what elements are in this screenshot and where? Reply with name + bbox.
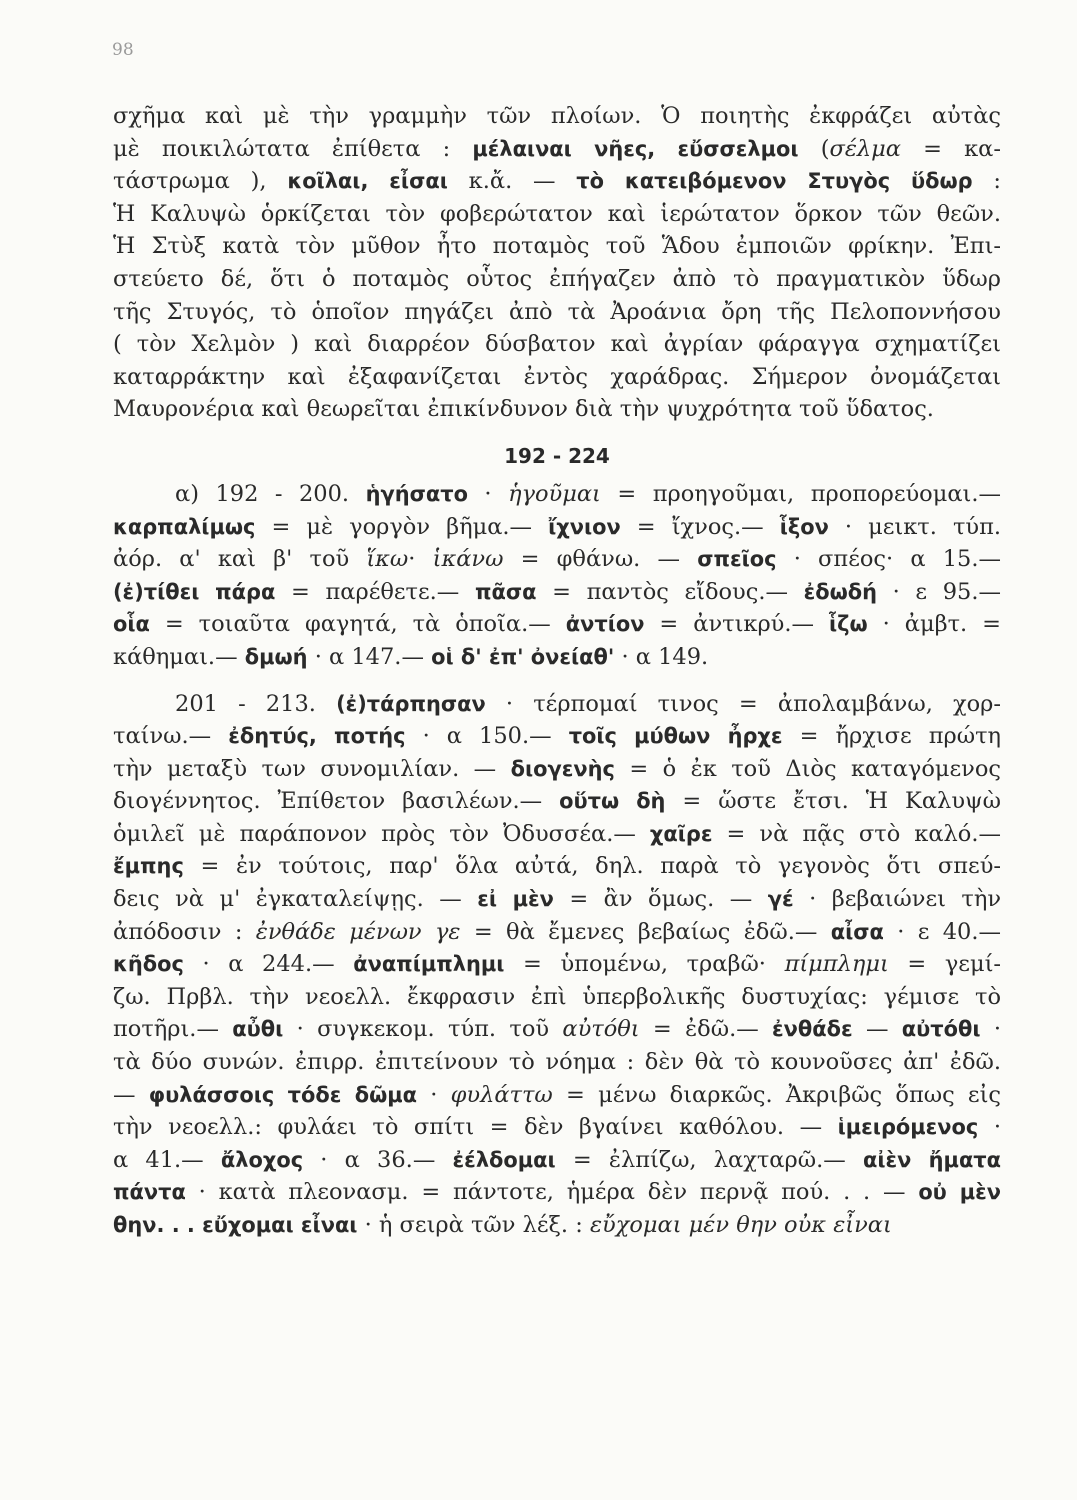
text-span: = ἤρχισε πρώτη — [782, 723, 1002, 750]
text-span: = μὲ γοργὸν βῆμα.— — [255, 513, 549, 540]
text-span: · — [978, 1114, 1002, 1141]
text-line — [113, 883, 1001, 916]
text-span: μὲ ποικιλώτατα ἐπίθετα : — [113, 135, 473, 162]
text-line — [113, 1144, 1001, 1177]
lemma: ἐέλδομαι — [452, 1147, 556, 1172]
lemma: ἔμπης — [113, 854, 184, 879]
text-span: ἀπόδοσιν : — [113, 918, 256, 945]
text-line — [113, 393, 1001, 426]
text-span: · α 149. — [614, 643, 709, 670]
lemma: ἷζω — [828, 612, 868, 637]
text-line — [113, 785, 1001, 818]
text-span: = θὰ ἔμενες βεβαίως ἐδῶ.— — [460, 918, 831, 945]
text-span: · σπέος· α 15.— — [776, 546, 1002, 573]
commentary-201-213 — [113, 688, 1001, 1242]
lemma: διογενὴς — [510, 756, 615, 781]
lemma: πᾶσα — [474, 579, 537, 604]
italic-term: εὔχομαι μέν θην οὐκ εἶναι — [589, 1212, 892, 1238]
text-line — [113, 608, 1001, 641]
lemma: ἀντίον — [565, 612, 645, 637]
lemma: εἰ μὲν — [477, 887, 554, 912]
text-span: ὁμιλεῖ μὲ παράπονον πρὸς τὸν Ὀδυσσέα.— — [113, 820, 650, 847]
text-span: διογέννητος. Ἐπίθετον βασιλέων.— — [113, 788, 560, 815]
text-span: ἀόρ. α' καὶ β' τοῦ — [113, 546, 367, 573]
lemma: αὖθι — [232, 1017, 284, 1042]
text-span: · ε 95.— — [877, 578, 1002, 605]
text-line — [113, 720, 1001, 753]
commentary-192-200 — [113, 478, 1001, 674]
text-line — [113, 576, 1001, 609]
lemma: τοῖς μύθων ἦρχε — [568, 724, 783, 749]
text-span: = παντὸς εἴδους.— — [536, 578, 804, 605]
text-line — [113, 263, 1001, 296]
lemma: ἐνθάδε — [772, 1017, 853, 1042]
lemma: ἐδητύς, ποτής — [228, 724, 406, 749]
italic-term: ἡγοῦμαι — [508, 480, 601, 507]
text-line — [113, 1209, 1001, 1242]
text-span: τὰ δύο συνών. ἐπιρρ. ἐπιτείνουν τὸ νόημα : δὲν θὰ τὸ κουνοῦσες ἀπ' ἐδῶ. — [113, 1049, 1001, 1076]
text-span: · ε 40.— — [883, 918, 1001, 945]
text-span: α 41.— — [113, 1146, 221, 1173]
text-span: τῆς Στυγός, τὸ ὁποῖον πηγάζει ἀπὸ τὰ Ἀροάνια ὄρη τῆς Πελοποννήσου — [113, 298, 1001, 325]
text-span: κ.ἄ. — — [447, 168, 577, 195]
text-line — [113, 1176, 1001, 1209]
text-line — [113, 916, 1001, 949]
text-span: 201 - 213. — [175, 690, 337, 717]
lemma: οἱ δ' ἐπ' ὀνείαθ' — [431, 644, 615, 669]
lemma: χαῖρε — [649, 821, 713, 846]
text-line — [113, 296, 1001, 329]
lemma: ἱμειρόμενος — [837, 1115, 979, 1140]
lemma: πάντα — [113, 1180, 186, 1205]
commentary-top — [113, 100, 1001, 426]
text-span: · ἡ σειρὰ τῶν λέξ. : — [357, 1212, 590, 1238]
text-span: = κα- — [900, 135, 1001, 162]
lemma: καρπαλίμως — [113, 514, 256, 539]
text-span: α) 192 - 200. — [175, 480, 366, 507]
text-span: τάστρωμα ), — [113, 168, 288, 195]
text-line — [113, 165, 1001, 198]
text-line — [113, 1046, 1001, 1079]
lemma: αἰὲν ἤματα — [862, 1147, 1002, 1172]
lemma: ἡγήσατο — [365, 481, 468, 506]
text-span: · — [467, 480, 509, 507]
italic-term: ἱκάνω — [432, 546, 504, 573]
lemma: οἷα — [113, 612, 150, 637]
text-line — [113, 198, 1001, 231]
lemma: κοῖλαι, εἶσαι — [287, 169, 448, 194]
lemma: ἷξον — [779, 514, 829, 539]
text-line — [113, 753, 1001, 786]
text-span: = ὥστε ἔτσι. Ἡ Καλυψὼ — [665, 788, 1001, 815]
text-line — [113, 1111, 1001, 1144]
text-span: ταίνω.— — [113, 723, 229, 750]
text-span: · συγκεκομ. τύπ. τοῦ — [283, 1016, 563, 1043]
lemma: γέ — [767, 887, 794, 912]
text-span: σχῆμα καὶ μὲ τὴν γραμμὴν τῶν πλοίων. Ὁ ποιητὴς ἐκφράζει αὐτὰς — [113, 103, 1001, 129]
italic-term: αὐτόθι — [562, 1016, 640, 1043]
lemma: μέλαιναι νῆες, εὔσσελμοι — [472, 136, 799, 161]
italic-term: πίμπλημι — [784, 951, 889, 978]
lemma: ἴχνιον — [548, 514, 621, 539]
text-line — [113, 850, 1001, 883]
text-span: ( τὸν Χελμὸν ) καὶ διαρρέον δύσβατον καὶ ἀγρίαν φάραγγα σχηματίζει — [113, 331, 1001, 358]
text-span: = ἐδῶ.— — [639, 1016, 773, 1043]
text-span: · τέρπομαί τινος = ἀπολαμβάνω, χορ- — [485, 690, 1002, 717]
text-span: καταρράκτην καὶ ἐξαφανίζεται ἐντὸς χαράδρας. Σήμερον ὀνομάζεται — [113, 363, 1001, 390]
lemma: ἐδωδή — [803, 579, 878, 604]
text-span: δεις νὰ μ' ἐγκαταλείψῃς. — — [113, 886, 478, 913]
text-line — [113, 1079, 1001, 1112]
text-span: — — [113, 1081, 149, 1108]
text-span: Μαυρονέρια καὶ θεωρεῖται ἐπικίνδυνον διὰ τὴν ψυχρότητα τοῦ ὕδατος. — [113, 396, 934, 423]
text-line — [113, 100, 1001, 133]
text-span: · α 36.— — [303, 1146, 453, 1173]
text-span: = γεμί- — [888, 951, 1001, 978]
lemma: ἄλοχος — [220, 1147, 304, 1172]
text-line — [113, 688, 1001, 721]
text-span: Ἡ Στὺξ κατὰ τὸν μῦθον ἦτο ποταμὸς τοῦ Ἅδου ἐμποιῶν φρίκην. Ἐπι- — [113, 233, 1001, 260]
text-span: = ἂν ὅμως. — — [553, 886, 768, 913]
text-span: = ὑπομένω, τραβῶ· — [504, 951, 785, 978]
text-span: = τοιαῦτα φαγητά, τὰ ὁποῖα.— — [149, 611, 566, 638]
text-span: · — [417, 1081, 451, 1108]
lemma: (ἐ)τίθει πάρα — [113, 579, 276, 604]
text-line — [113, 230, 1001, 263]
lemma: αὐτόθι — [901, 1017, 981, 1042]
text-span: · α 150.— — [405, 723, 569, 750]
lemma: οὐ μὲν — [918, 1180, 1001, 1205]
text-span: = παρέθετε.— — [275, 578, 475, 605]
text-span: τὴν νεοελλ.: φυλάει τὸ σπίτι = δὲν βγαίνει καθόλου. — — [113, 1114, 838, 1141]
text-line — [113, 361, 1001, 394]
lemma: τὸ κατειβόμενον Στυγὸς ὕδωρ — [576, 169, 973, 194]
text-line — [113, 981, 1001, 1014]
lemma: σπεῖος — [697, 547, 777, 572]
page-number: 98 — [112, 40, 134, 60]
text-line — [113, 133, 1001, 166]
text-line — [113, 1013, 1001, 1046]
italic-term: σέλμα — [829, 135, 901, 162]
text-span: = προηγοῦμαι, προπορεύομαι.— — [600, 480, 1001, 507]
text-line — [113, 511, 1001, 544]
text-span: = ἐλπίζω, λαχταρῶ.— — [555, 1146, 863, 1173]
text-span: ( — [798, 135, 830, 162]
text-span: · — [408, 546, 433, 573]
text-span: · α 147.— — [307, 643, 432, 670]
text-line — [113, 478, 1001, 511]
text-span: κάθημαι.— — [113, 643, 245, 670]
text-span: στεύετο δέ, ὅτι ὁ ποταμὸς οὗτος ἐπήγαζεν ἀπὸ τὸ πραγματικὸν ὕδωρ — [113, 265, 1001, 292]
text-span: = ἀντικρύ.— — [644, 611, 829, 638]
text-span: τὴν μεταξὺ των συνομιλίαν. — — [113, 755, 511, 782]
lemma: δμωή — [244, 644, 308, 669]
text-span: ζω. Πρβλ. τὴν νεοελλ. ἔκφρασιν ἐπὶ ὑπερβολικῆς δυστυχίας: γέμισε τὸ — [113, 983, 1001, 1010]
italic-term: ἐνθάδε μένων γε — [255, 918, 461, 945]
text-span: · ἀμβτ. = — [867, 611, 1001, 638]
text-line — [113, 543, 1001, 576]
section-heading: 192 - 224 — [504, 443, 610, 468]
text-span: = νὰ πᾷς στὸ καλό.— — [712, 820, 1002, 847]
text-span: · α 244.— — [183, 951, 354, 978]
text-span: = ὁ ἐκ τοῦ Διὸς καταγόμενος — [614, 755, 1001, 782]
text-block — [113, 100, 1001, 1242]
lemma: ἀναπίμπλημι — [353, 952, 505, 977]
lemma: θην. . . εὔχομαι εἶναι — [113, 1213, 358, 1237]
text-span: : — [972, 168, 1001, 195]
text-span: · μεικτ. τύπ. — [828, 513, 1002, 540]
text-line — [113, 948, 1001, 981]
italic-term: ἵκω — [366, 546, 409, 573]
text-line — [113, 641, 1001, 674]
text-span: = μένω διαρκῶς. Ἀκριβῶς ὅπως εἰς — [552, 1081, 1002, 1108]
text-span: = ἴχνος.— — [620, 513, 780, 540]
lemma: οὕτω δὴ — [559, 789, 666, 814]
lemma: αἶσα — [830, 919, 884, 944]
text-span: · κατὰ πλεονασμ. = πάντοτε, ἡμέρα δὲν περνᾷ πού. . . — — [185, 1179, 919, 1206]
lemma: φυλάσσοις τόδε δῶμα — [148, 1082, 417, 1107]
italic-term: φυλάττω — [450, 1081, 553, 1108]
lemma: κῆδος — [113, 952, 184, 977]
text-span: Ἡ Καλυψὼ ὁρκίζεται τὸν φοβερώτατον καὶ ἱερώτατον ὅρκον τῶν θεῶν. — [113, 200, 1001, 227]
text-span: = ἐν τούτοις, παρ' ὅλα αὐτά, δηλ. παρὰ τὸ γεγονὸς ὅτι σπεύ- — [183, 853, 1001, 880]
text-line — [113, 328, 1001, 361]
text-span: · βεβαιώνει τὴν — [793, 886, 1002, 913]
text-span: ποτῆρι.— — [113, 1016, 233, 1043]
text-span: · — [980, 1016, 1001, 1043]
text-span: — — [852, 1016, 902, 1043]
text-span: = φθάνω. — — [503, 546, 698, 573]
text-line — [113, 818, 1001, 851]
lemma: (ἐ)τάρπησαν — [336, 691, 486, 716]
